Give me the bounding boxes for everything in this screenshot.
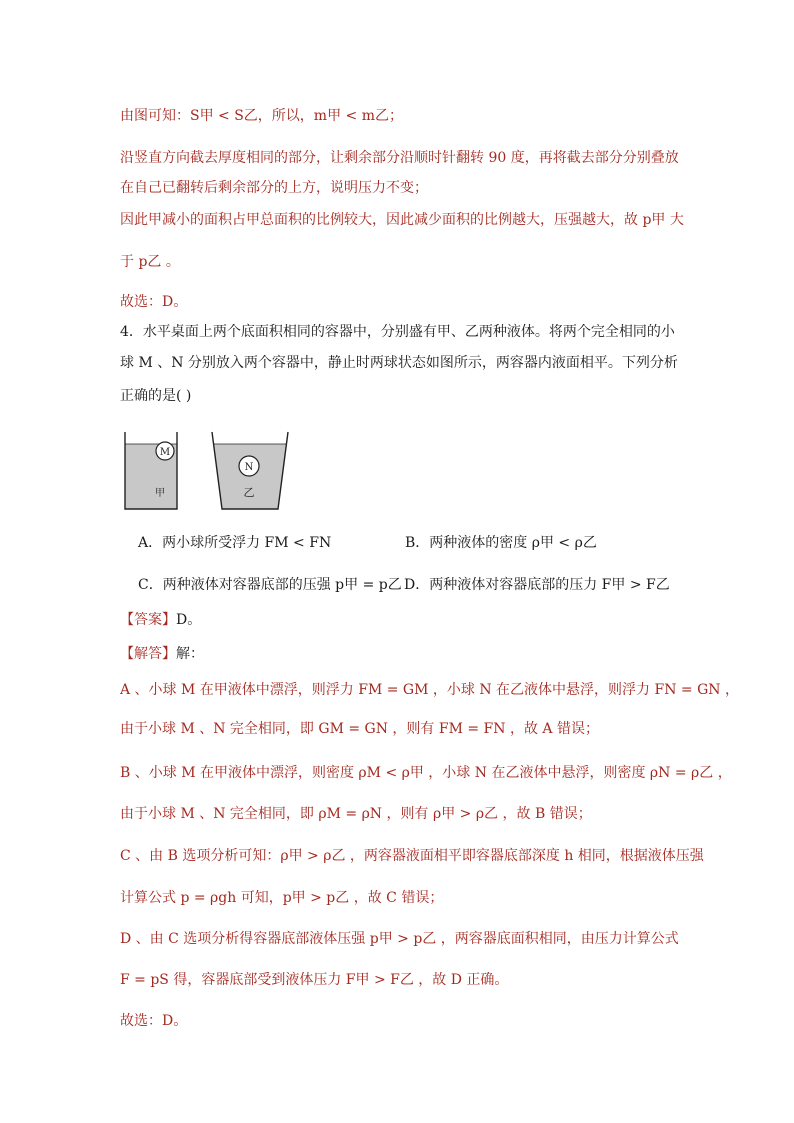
analysis-line-9: 故选：D。	[120, 1013, 188, 1029]
option-d: D．两种液体对容器底部的压力 F甲 > F乙	[404, 577, 670, 593]
question-line-1: 4．水平桌面上两个底面积相同的容器中，分别盛有甲、乙两种液体。将两个完全相同的小	[120, 324, 675, 340]
answer-label: 【答案】	[120, 612, 176, 628]
ball-m-label: M	[159, 447, 171, 458]
text-line-2: 沿竖直方向截去厚度相同的部分，让剩余部分沿顺时针翻转 90 度，再将截去部分分别叠放	[120, 150, 679, 166]
analysis-value: 解：	[176, 646, 204, 662]
answer-row	[120, 610, 201, 630]
analysis-line-7: D 、由 C 选项分析得容器底部液体压强 p甲 > p乙 ，两容器底面积相同，由压力计算公式	[120, 931, 679, 947]
analysis-line-6: 计算公式 p = ρgh 可知，p甲 > p乙 ，故 C 错误；	[120, 890, 444, 906]
analysis-line-3: B 、小球 M 在甲液体中漂浮，则密度 ρM < ρ甲 ，小球 N 在乙液体中悬浮，则密度 ρN = ρ乙 ，	[120, 765, 732, 781]
text-line-3: 在自己已翻转后剩余部分的上方，说明压力不变；	[120, 180, 428, 196]
analysis-label: 【解答】	[120, 646, 176, 662]
containers-figure	[118, 424, 298, 514]
option-c: C．两种液体对容器底部的压强 p甲 = p乙	[138, 577, 402, 593]
question-line-3: 正确的是( )	[120, 388, 192, 404]
liquid-jia-label: 甲	[155, 488, 165, 499]
text-line-6: 故选：D。	[120, 294, 188, 310]
text-line-4: 因此甲减小的面积占甲总面积的比例较大，因此减少面积的比例越大，压强越大，故 p甲 大	[120, 212, 684, 228]
question-line-2: 球 M 、N 分别放入两个容器中，静止时两球状态如图所示，两容器内液面相平。下列分析	[120, 355, 678, 371]
analysis-line-8: F = pS 得，容器底部受到液体压力 F甲 > F乙 ，故 D 正确。	[120, 972, 509, 988]
analysis-line-1: A 、小球 M 在甲液体中漂浮，则浮力 FM = GM ，小球 N 在乙液体中悬浮，则浮力 FN = GN ，	[120, 682, 739, 698]
analysis-line-4: 由于小球 M 、N 完全相同，即 ρM = ρN ，则有 ρ甲 > ρ乙 ，故 B 错误；	[120, 806, 592, 822]
analysis-line-5: C 、由 B 选项分析可知：ρ甲 > ρ乙 ，两容器液面相平即容器底部深度 h 相同，根据液体压强	[120, 848, 704, 864]
option-a: A．两小球所受浮力 FM < FN	[138, 535, 332, 551]
analysis-line-2: 由于小球 M 、N 完全相同，即 GM = GN ，则有 FM = FN ，故 A 错误；	[120, 721, 599, 737]
analysis-row	[120, 644, 204, 664]
liquid-yi-label: 乙	[243, 486, 255, 499]
ball-n-label: N	[244, 462, 254, 473]
answer-value: D。	[176, 612, 202, 628]
text-line-5: 于 p乙 。	[120, 254, 180, 270]
text-line-1: 由图可知：S甲 < S乙，所以，m甲 < m乙；	[120, 108, 403, 124]
option-b: B．两种液体的密度 ρ甲 < ρ乙	[405, 535, 597, 551]
